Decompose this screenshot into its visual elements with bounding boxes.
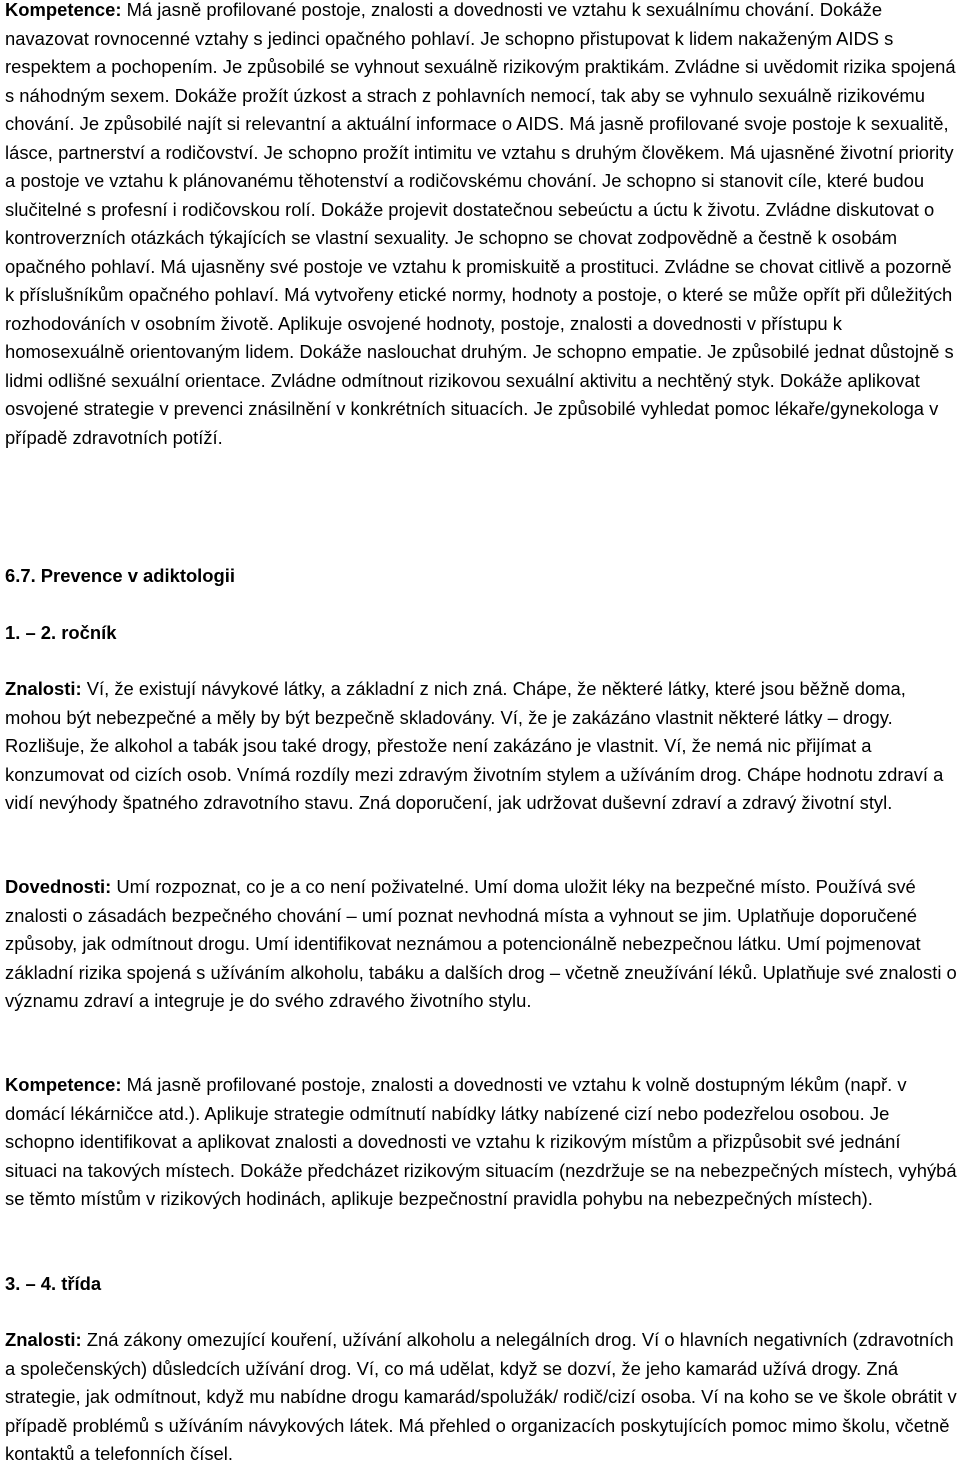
znalosti-paragraph [5,675,957,818]
dovednosti-text: Umí rozpoznat, co je a co není poživatelné. Umí doma uložit léky na bezpečné místo. Používá své znalosti o zásadách bezpečného chování – umí poznat nevhodná místa a vyhnout se jim. Uplatňuje doporučené způsoby, jak odmítnout drogu. Umí identifikovat neznámou a potencionálně nebezpečnou látku. Umí pojmenovat základní rizika spojená s užíváním alkoholu, tabáku a dalších drog – včetně zneužívání léků. Uplatňuje své znalosti o významu zdraví a integruje je do svého zdravého životního stylu. [5,876,957,1011]
kompetence-text-2: Má jasně profilované postoje, znalosti a dovednosti ve vztahu k volně dostupným lékům (např. v domácí lékárničce atd.). Aplikuje strategie odmítnutí nabídky látky nabízené cizí nebo podezřelou osobou. Je schopno identifikovat a aplikovat znalosti a dovednosti ve vztahu k rizikovým místům a přizpůsobit své jednání situaci na takových místech. Dokáže předcházet rizikovým situacím (nezdržuje se na nebezpečných místech, vyhýbá se těmto místům v rizikových hodinách, aplikuje bezpečnostní pravidla pohybu na nebezpečných místech). [5,1074,957,1209]
kompetence-paragraph [5,1071,957,1214]
grade-heading-1-2: 1. – 2. ročník [5,622,117,643]
znalosti-label: Znalosti: [5,678,82,699]
kompetence-label-2: Kompetence: [5,1074,122,1095]
dovednosti-paragraph [5,873,957,1016]
znalosti-paragraph-2 [5,1326,957,1469]
kompetence-label: Kompetence: [5,0,122,20]
dovednosti-label: Dovednosti: [5,876,112,897]
kompetence-paragraph-top [5,0,957,452]
grade-heading-3-4: 3. – 4. třída [5,1273,102,1294]
section-title: 6.7. Prevence v adiktologii [5,565,235,586]
kompetence-text: Má jasně profilované postoje, znalosti a dovednosti ve vztahu k sexuálnímu chování. Dokáže navazovat rovnocenné vztahy s jedinci opačného pohlaví. Je schopno přistupovat k lidem nakaženým AIDS s respektem a pochopením. Je způsobilé se vyhnout sexuálně rizikovým praktikám. Zvládne si uvědomit rizika spojená s náhodným sexem. Dokáže prožít úzkost a strach z pohlavních nemocí, tak aby se vyhnulo sexuálně rizikovému chování. Je způsobilé najít si relevantní a aktuální informace o AIDS. Má jasně profilované svoje postoje k sexualitě, lásce, partnerství a rodičovství. Je schopno prožít intimitu ve vztahu s druhým člověkem. Má ujasněné životní priority a postoje ve vztahu k plánovanému těhotenství a rodičovskému chování. Je schopno si stanovit cíle, které budou slučitelné s profesní i rodičovskou rolí. Dokáže projevit dostatečnou sebeúctu a úctu k životu. Zvládne diskutovat o kontroverzních otázkách týkajících se vlastní sexuality. Je schopno se chovat zodpovědně a čestně k osobám opačného pohlaví. Má ujasněny své postoje ve vztahu k promiskuitě a prostituci. Zvládne se chovat citlivě a pozorně k příslušníkům opačného pohlaví. Má vytvořeny etické normy, hodnoty a postoje, o které se může opřít při důležitých rozhodováních v osobním životě. Aplikuje osvojené hodnoty, postoje, znalosti a dovednosti v přístupu k homosexuálně orientovaným lidem. Dokáže naslouchat druhým. Je schopno empatie. Je způsobilé jednat důstojně s lidmi odlišné sexuální orientace. Zvládne odmítnout rizikovou sexuální aktivitu a nechtěný styk. Dokáže aplikovat osvojené strategie v prevenci znásilnění v konkrétních situacích. Je způsobilé vyhledat pomoc lékaře/gynekologa v případě zdravotních potíží. [5,0,956,448]
znalosti-text: Ví, že existují návykové látky, a základní z nich zná. Chápe, že některé látky, které jsou běžně doma, mohou být nebezpečné a měly by být bezpečně skladovány. Ví, že je zakázáno vlastnit některé látky – drogy. Rozlišuje, že alkohol a tabák jsou také drogy, přestože není zakázáno je vlastnit. Ví, že nemá nic přijímat a konzumovat od cizích osob. Vnímá rozdíly mezi zdravým životním stylem a užíváním drog. Chápe hodnotu zdraví a vidí nevýhody špatného zdravotního stavu. Zná doporučení, jak udržovat duševní zdraví a zdravý životní styl. [5,678,944,813]
znalosti-text-2: Zná zákony omezující kouření, užívání alkoholu a nelegálních drog. Ví o hlavních negativních (zdravotních a společenských) důsledcích užívání drog. Ví, co má udělat, když se dozví, že jeho kamarád užívá drogy. Zná strategie, jak odmítnout, když mu nabídne drogu kamarád/spolužák/ rodič/cizí osoba. Ví na koho se ve škole obrátit v případě problémů s užíváním návykových látek. Má přehled o organizacích poskytujících pomoc mimo školu, včetně kontaktů a telefonních čísel. [5,1329,957,1464]
znalosti-label-2: Znalosti: [5,1329,82,1350]
